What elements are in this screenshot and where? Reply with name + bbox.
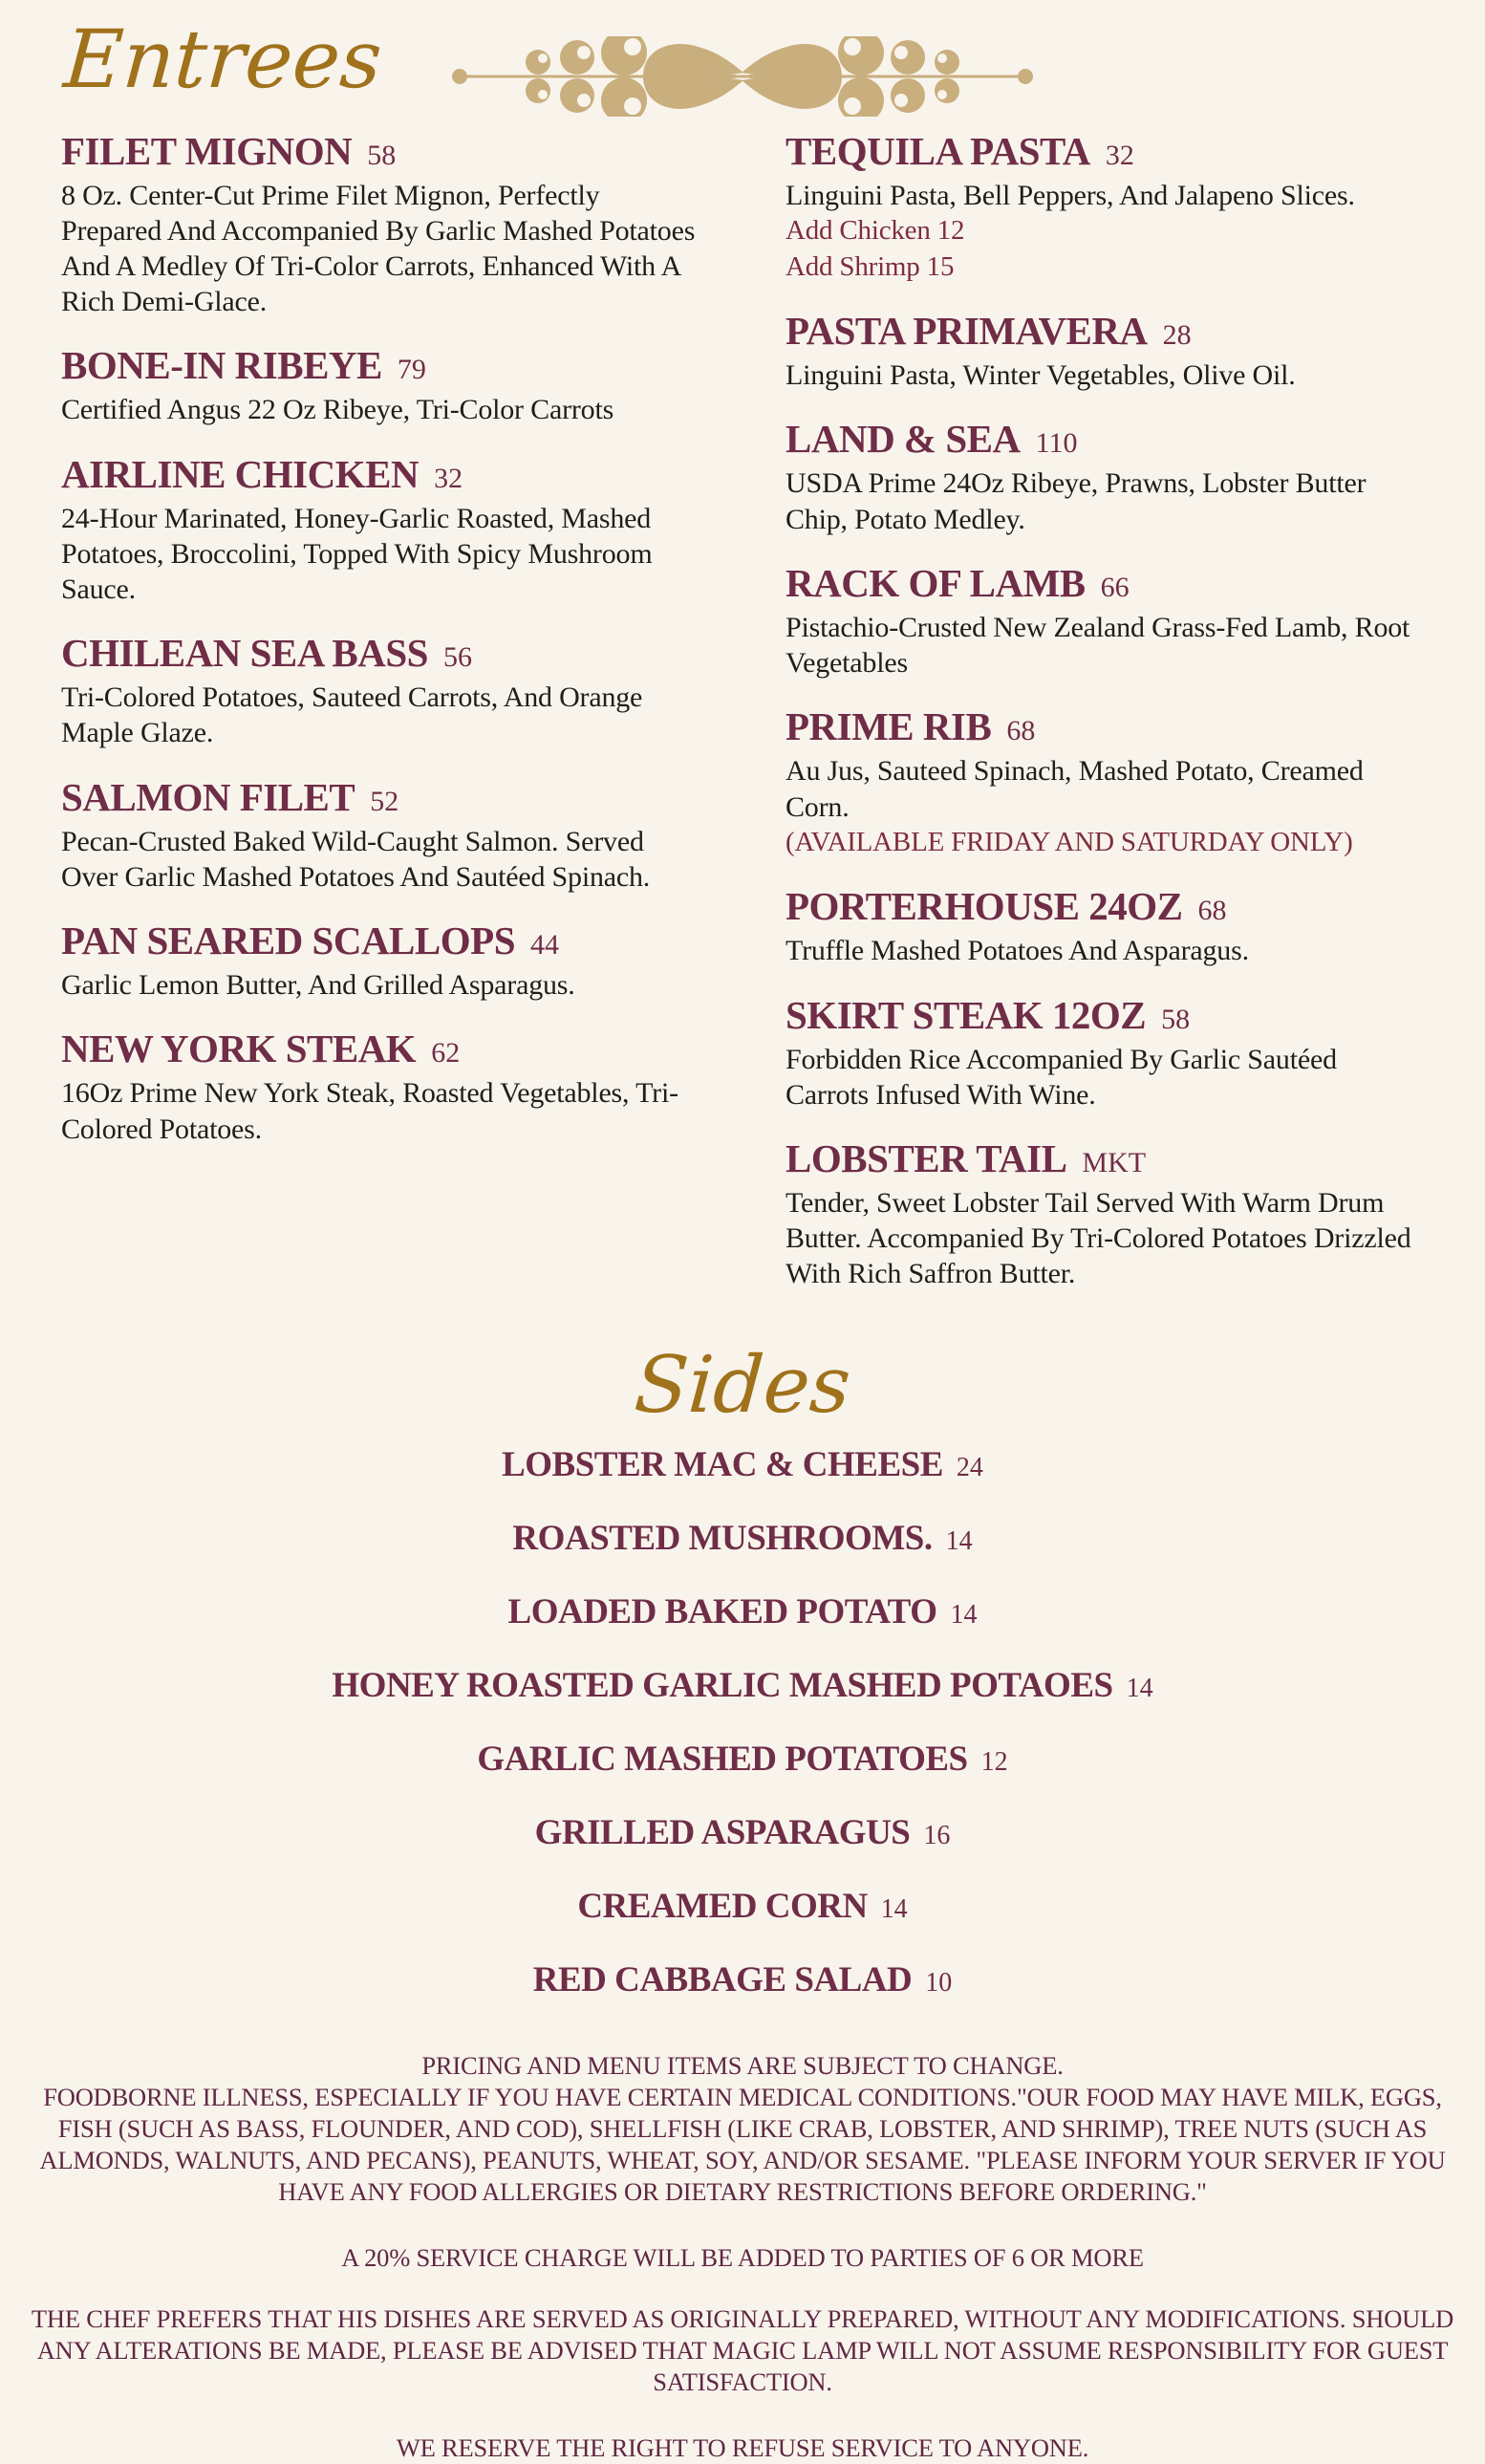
entrees-column-left [61, 128, 699, 1318]
menu-item-description: 24-Hour Marinated, Honey-Garlic Roasted, Mashed Potatoes, Broccolini, Topped With Spicy Mushroom Sauce. [61, 502, 653, 606]
menu-item-description: Certified Angus 22 Oz Ribeye, Tri-Color Carrots [61, 394, 614, 426]
menu-item-description: Forbidden Rice Accompanied By Garlic Sautéed Carrots Infused With Wine. [786, 1043, 1337, 1111]
menu-item-price: MKT [1082, 1147, 1147, 1179]
entrees-column-right [786, 128, 1424, 1318]
menu-item-price: 28 [1162, 319, 1192, 352]
disclaimer-paragraph: PRICING AND MENU ITEMS ARE SUBJECT TO CHANGE. [421, 2050, 1064, 2080]
menu-item [786, 560, 1424, 681]
side-item-name: LOADED BAKED POTATO [507, 1591, 937, 1632]
menu-item-heading [786, 311, 1424, 352]
menu-item-description: 16Oz Prime New York Steak, Roasted Vegetables, Tri-Colored Potatoes. [61, 1077, 678, 1145]
menu-item-price: 62 [431, 1037, 461, 1070]
menu-item-description: Linguini Pasta, Bell Peppers, And Jalapeno Slices. [786, 179, 1355, 211]
menu-item-heading [61, 774, 699, 819]
menu-item-heading [61, 633, 699, 674]
menu-item-description: Tender, Sweet Lobster Tail Served With Warm Drum Butter. Accompanied By Tri-Colored Potatoes Drizzled With Rich Saffron Butter. [786, 1187, 1411, 1290]
menu-item-name: PASTA PRIMAVERA [786, 309, 1148, 354]
side-item [0, 1812, 1485, 1853]
menu-item [61, 128, 699, 320]
menu-item-description: Tri-Colored Potatoes, Sauteed Carrots, And Orange Maple Glaze. [61, 681, 643, 749]
side-item-name: GARLIC MASHED POTATOES [477, 1739, 968, 1779]
side-item [0, 1739, 1485, 1780]
menu-item-price: 68 [1006, 715, 1036, 747]
menu-item-name: RACK OF LAMB [786, 560, 1086, 605]
menu-item-description: Linguini Pasta, Winter Vegetables, Olive Oil. [786, 359, 1296, 392]
menu-item-heading [786, 992, 1424, 1037]
menu-item-price: 56 [442, 641, 472, 674]
menu-item [786, 1138, 1424, 1292]
menu-item-price: 110 [1035, 427, 1078, 460]
entrees-columns [0, 128, 1485, 1318]
menu-item-heading [61, 451, 699, 496]
side-item-price: 14 [945, 1525, 973, 1556]
side-item-price: 24 [956, 1452, 983, 1482]
side-item [0, 1959, 1485, 2000]
side-item-price: 14 [880, 1893, 908, 1924]
menu-header [0, 13, 1485, 106]
side-item-name: ROASTED MUSHROOMS. [512, 1518, 933, 1558]
menu-item-name: PORTERHOUSE 24OZ [786, 884, 1183, 929]
menu-item [786, 128, 1424, 286]
sides-section-title: Sides [631, 1339, 854, 1431]
menu-item-name: LOBSTER TAIL [786, 1136, 1067, 1181]
menu-item-price: 79 [397, 354, 426, 386]
menu-item-heading [786, 128, 1424, 173]
disclaimer-paragraph: A 20% SERVICE CHARGE WILL BE ADDED TO PARTIES OF 6 OR MORE [341, 2243, 1144, 2273]
side-item-name: LOBSTER MAC & CHEESE [502, 1444, 943, 1484]
side-item [0, 1886, 1485, 1927]
side-item-name: RED CABBAGE SALAD [532, 1959, 913, 1999]
menu-item-description: Garlic Lemon Butter, And Grilled Asparagus. [61, 969, 575, 1002]
menu-item-heading [786, 886, 1424, 927]
menu-item-note: Add Shrimp 15 [786, 250, 955, 282]
menu-item-name: PRIME RIB [786, 704, 992, 749]
menu-item-name: SALMON FILET [61, 774, 355, 819]
menu-item-price: 66 [1100, 571, 1130, 603]
menu-item [786, 311, 1424, 393]
side-item-name: HONEY ROASTED GARLIC MASHED POTAOES [332, 1665, 1113, 1705]
side-item-name: GRILLED ASPARAGUS [534, 1812, 911, 1852]
side-item [0, 1591, 1485, 1632]
disclaimer-paragraph: THE CHEF PREFERS THAT HIS DISHES ARE SERVED AS ORIGINALLY PREPARED, WITHOUT ANY MODIFICATIONS. SHOULD ANY ALTERATIONS BE MADE, PLEASE BE ADVISED THAT MAGIC LAMP WILL NOT ASSUME RESPONSIBILITY FOR GUEST SATISFACTION. [31, 2303, 1454, 2396]
menu-item-heading [61, 345, 699, 386]
side-item [0, 1665, 1485, 1706]
menu-item [786, 992, 1424, 1113]
menu-item-name: BONE-IN RIBEYE [61, 343, 382, 388]
side-item [0, 1444, 1485, 1485]
menu-item-name: PAN SEARED SCALLOPS [61, 919, 515, 963]
side-item-price: 12 [980, 1746, 1008, 1777]
menu-item-price: 58 [1161, 1003, 1191, 1035]
side-item-price: 16 [923, 1820, 951, 1850]
menu-item-price: 32 [1105, 139, 1134, 171]
side-item-price: 14 [950, 1599, 978, 1630]
side-item-price: 10 [925, 1967, 953, 1998]
menu-item-description: Pistachio-Crusted New Zealand Grass-Fed Lamb, Root Vegetables [786, 611, 1410, 680]
menu-item [61, 1028, 699, 1146]
menu-item-heading [61, 128, 699, 173]
menu-item-name: FILET MIGNON [61, 128, 353, 173]
menu-item [61, 774, 699, 895]
menu-item [61, 345, 699, 427]
entrees-section-title: Entrees [60, 12, 385, 106]
menu-item-price: 68 [1197, 895, 1227, 927]
disclaimer-footer [0, 2050, 1485, 2464]
side-item-price: 14 [1126, 1673, 1153, 1703]
menu-item [786, 886, 1424, 968]
menu-item-price: 52 [370, 785, 399, 817]
menu-item-heading [786, 1138, 1424, 1179]
menu-item-price: 32 [434, 462, 463, 494]
menu-item-heading [786, 419, 1424, 460]
sides-list [0, 1444, 1485, 2000]
disclaimer-paragraph: FOODBORNE ILLNESS, ESPECIALLY IF YOU HAVE CERTAIN MEDICAL CONDITIONS."OUR FOOD MAY HAVE MILK, EGGS, FISH (SUCH AS BASS, FLOUNDER, AND COD), SHELLFISH (LIKE CRAB, LOBSTER, AND SHRIMP), TREE NUTS (SUCH AS ALMONDS, WALNUTS, AND PECANS), PEANUTS, WHEAT, SOY, AND/OR SESAME. "PLEASE INFORM YOUR SERVER IF YOU HAVE ANY FOOD ALLERGIES OR DIETARY RESTRICTIONS BEFORE ORDERING." [39, 2082, 1446, 2207]
menu-item [61, 451, 699, 608]
side-item-name: CREAMED CORN [577, 1886, 868, 1926]
menu-item [61, 633, 699, 750]
menu-item [61, 920, 699, 1003]
menu-item-note: Add Chicken 12 [786, 214, 965, 246]
menu-item-heading [786, 560, 1424, 605]
menu-item-description: Au Jus, Sauteed Spinach, Mashed Potato, Creamed Corn. [786, 755, 1364, 823]
disclaimer-paragraph: WE RESERVE THE RIGHT TO REFUSE SERVICE TO ANYONE. [396, 2432, 1089, 2462]
menu-item [786, 419, 1424, 536]
menu-item-description: Truffle Mashed Potatoes And Asparagus. [786, 935, 1249, 967]
divider-flourish-ornament [446, 36, 1039, 117]
menu-item-heading [61, 920, 699, 962]
menu-item-description: Pecan-Crusted Baked Wild-Caught Salmon. Served Over Garlic Mashed Potatoes And Sautéed Spinach. [61, 825, 651, 893]
menu-item-heading [786, 706, 1424, 747]
menu-item-price: 58 [367, 139, 397, 171]
menu-item-heading [61, 1028, 699, 1070]
menu-item-name: NEW YORK STEAK [61, 1027, 417, 1071]
menu-item-name: SKIRT STEAK 12OZ [786, 992, 1147, 1037]
menu-item-name: TEQUILA PASTA [786, 128, 1090, 173]
menu-item-name: AIRLINE CHICKEN [61, 451, 420, 496]
side-item [0, 1518, 1485, 1559]
menu-item-description: 8 Oz. Center-Cut Prime Filet Mignon, Perfectly Prepared And Accompanied By Garlic Mashed Potatoes And A Medley Of Tri-Color Carrots, Enhanced With A Rich Demi-Glace. [61, 179, 696, 318]
menu-item-name: LAND & SEA [786, 417, 1021, 462]
menu-item-description: USDA Prime 24Oz Ribeye, Prawns, Lobster Butter Chip, Potato Medley. [786, 467, 1367, 535]
menu-item-price: 44 [530, 929, 559, 962]
menu-item-name: CHILEAN SEA BASS [61, 631, 428, 676]
menu-item [786, 706, 1424, 860]
menu-item-note: (AVAILABLE FRIDAY AND SATURDAY ONLY) [786, 826, 1353, 857]
